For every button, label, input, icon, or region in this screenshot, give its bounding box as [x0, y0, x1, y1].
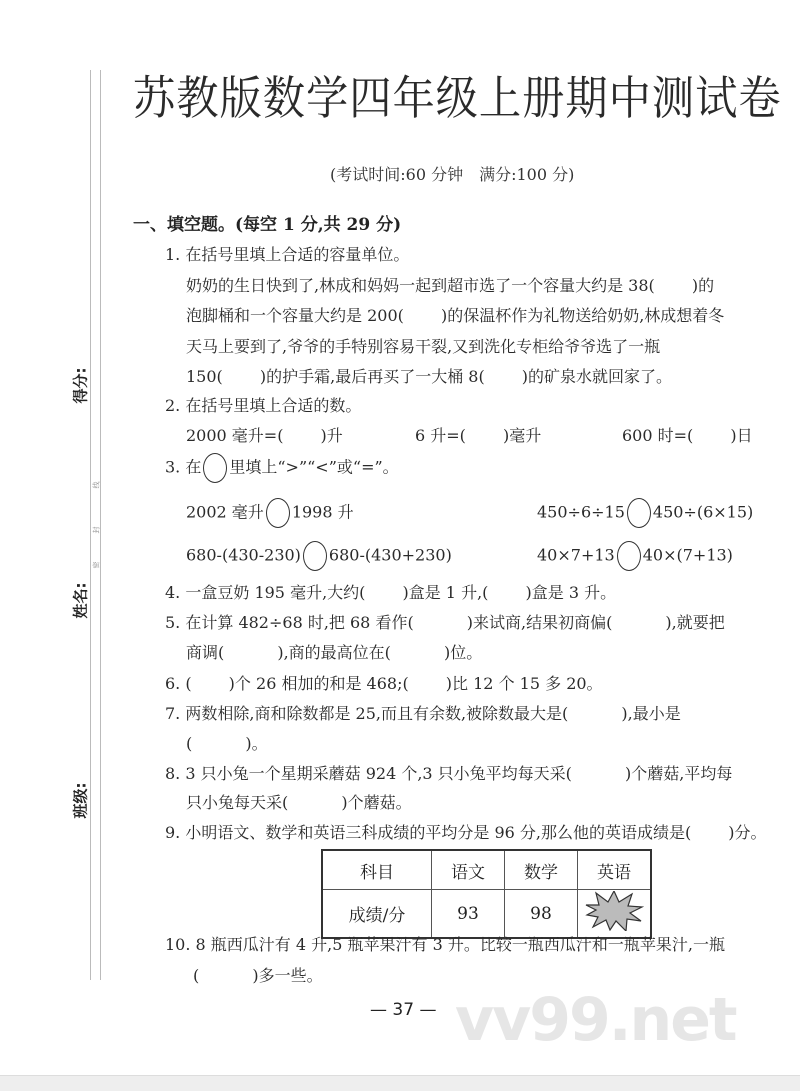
q3-text: 里填上“>”“<”或“=”。: [229, 457, 399, 477]
q3-item: [186, 541, 452, 571]
q2-item: 2000 毫升=( )升: [186, 426, 343, 445]
page-number: — 37 —: [370, 1000, 437, 1020]
q3-left: 40×7+13: [537, 545, 615, 565]
question-text: 只小兔每天采( )个蘑菇。: [186, 793, 412, 812]
question-8: 8. 3 只小兔一个星期采蘑菇 924 个,3 只小兔平均每天采( )个蘑菇,平均每: [165, 764, 733, 783]
score-table: [321, 849, 652, 939]
seal-mark: 密: [92, 561, 101, 569]
q3-text: 3. 在: [165, 457, 202, 477]
q3-right: 680-(430+230): [328, 545, 452, 565]
q3-right: 40×(7+13): [642, 545, 733, 565]
score-label: 得分:: [71, 367, 90, 404]
table-row-label: 成绩/分: [322, 890, 432, 939]
q3-left: 2002 毫升: [186, 502, 264, 522]
q3-left: 450÷6÷15: [537, 502, 625, 522]
seal-mark: 封: [92, 526, 101, 534]
exam-info: (考试时间:60 分钟 满分:100 分): [330, 165, 575, 184]
question-text: 商调( ),商的最高位在( )位。: [186, 643, 483, 662]
class-label: 班级:: [71, 782, 90, 819]
question-text: 150( )的护手霜,最后再买了一大桶 8( )的矿泉水就回家了。: [186, 367, 673, 386]
table-header: 数学: [505, 850, 578, 890]
question-6: 6. ( )个 26 相加的和是 468;( )比 12 个 15 多 20。: [165, 674, 603, 693]
question-9: 9. 小明语文、数学和英语三科成绩的平均分是 96 分,那么他的英语成绩是( )分。: [165, 823, 767, 842]
question-7: 7. 两数相除,商和除数都是 25,而且有余数,被除数最大是( ),最小是: [165, 704, 681, 723]
circle-blank[interactable]: [303, 541, 327, 571]
question-text: ( )。: [186, 734, 268, 753]
q3-item: [537, 541, 733, 571]
q3-item: [537, 498, 753, 528]
name-label: 姓名:: [71, 582, 90, 619]
question-text: ( )多一些。: [193, 966, 323, 985]
table-cell: 93: [432, 890, 505, 939]
q3-right: 1998 升: [291, 502, 354, 522]
question-3: [165, 453, 399, 483]
circle-blank[interactable]: [203, 453, 227, 483]
circle-blank[interactable]: [617, 541, 641, 571]
table-header: 英语: [578, 850, 652, 890]
section-heading: 一、填空题。(每空 1 分,共 29 分): [133, 215, 402, 235]
q3-right: 450÷(6×15): [652, 502, 754, 522]
seal-mark: 线: [92, 481, 101, 489]
table-header: 科目: [322, 850, 432, 890]
circle-blank[interactable]: [266, 498, 290, 528]
starburst-icon: [584, 891, 644, 931]
table-header: 语文: [432, 850, 505, 890]
q3-item: [186, 498, 354, 528]
question-5: 5. 在计算 482÷68 时,把 68 看作( )来试商,结果初商偏( ),就要把: [165, 613, 725, 632]
watermark: vv99.net: [455, 985, 736, 1055]
question-10: 10. 8 瓶西瓜汁有 4 升,5 瓶苹果汁有 3 升。比较一瓶西瓜汁和一瓶苹果汁,一瓶: [165, 935, 725, 954]
table-cell: 98: [505, 890, 578, 939]
page-title: 苏教版数学四年级上册期中测试卷: [133, 71, 782, 125]
q2-item: 600 时=( )日: [622, 426, 753, 445]
question-text: 天马上要到了,爷爷的手特别容易干裂,又到洗化专柜给爷爷选了一瓶: [186, 337, 661, 356]
q2-item: 6 升=( )毫升: [415, 426, 542, 445]
question-4: 4. 一盒豆奶 195 毫升,大约( )盒是 1 升,( )盒是 3 升。: [165, 583, 617, 602]
margin-line: [90, 70, 91, 980]
question-1: 1. 在括号里填上合适的容量单位。: [165, 245, 410, 264]
question-text: 泡脚桶和一个容量大约是 200( )的保温杯作为礼物送给奶奶,林成想着冬: [186, 306, 725, 325]
margin-line: [100, 70, 101, 980]
circle-blank[interactable]: [627, 498, 651, 528]
q3-left: 680-(430-230): [186, 545, 301, 565]
question-2: 2. 在括号里填上合适的数。: [165, 396, 362, 415]
bottom-bar: [0, 1075, 800, 1091]
hidden-score-cell: [578, 890, 652, 939]
question-text: 奶奶的生日快到了,林成和妈妈一起到超市选了一个容量大约是 38( )的: [186, 276, 715, 295]
